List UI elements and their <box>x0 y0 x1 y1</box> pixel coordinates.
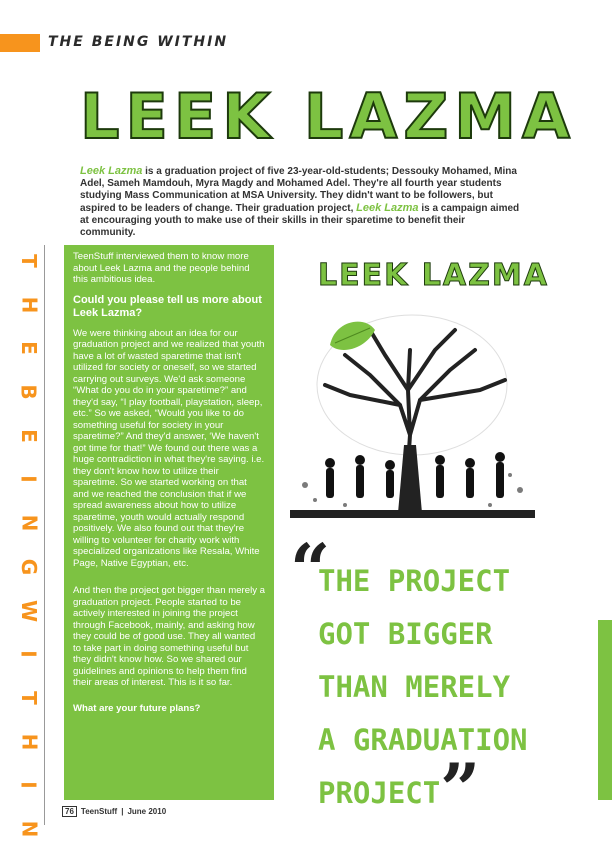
intro-text-1: is a graduation project of five 23-year-old-students; Dessouky Mohamed, Mina Adel, Sameh Mamdouh, Myra Magdy and Mohamed Adel. They're all fourth year students studying Mass Communication at MSA University. They didn't want to be followers, but aspired to be leaders of change. Their graduation project, <box>80 166 517 214</box>
side-letter: N <box>17 820 41 838</box>
side-divider-line <box>44 245 45 825</box>
pull-quote-line: PROJECT <box>318 776 441 810</box>
side-letter: E <box>16 428 41 443</box>
answer-2: And then the project got bigger than merely a graduation project. People started to be actively interested in joining the project through Facebook, mainly, and asking how they could be of good use. They all wanted to take part in doing something useful but they didn't know how. So we shared our guidelines and opinions to help them find their areas of interest. This is it so far. <box>73 585 265 688</box>
answer-1: We were thinking about an idea for our graduation project and we realized that youth have a lot of wasted sparetime that isn't utilized for society or oneself, so we started carrying out surveys. We'd ask someone “What do you do in your sparetime?” and they'd say, “I play football, playstation, sleep, etc.” So we asked, “Would you like to do something useful for society in your sparetime?” And they'd answer, ‘We haven't got time for that!” We found out there was a huge contradiction in what they're saying. i.e. they don't know how to utilize their sparetime. So we started working on that and we reached the conclusion that if we spread awareness about how to utilize sparetime, youth would actually respond positively. We also found out that they're willing to volunteer for charity work with specialized organizations like Resala, White Page, Native Egyptian, etc. <box>73 327 265 569</box>
side-letter: I <box>16 475 41 484</box>
leaf-green-icon <box>330 322 375 350</box>
side-letter: H <box>17 733 41 750</box>
article-lead: TeenStuff interviewed them to know more about Leek Lazma and the people behind this ambitious idea. <box>73 251 250 285</box>
pull-quote-line: THAN MERELY <box>318 670 511 704</box>
side-vertical-label <box>16 250 41 840</box>
section-title: THE BEING WITHIN <box>48 34 229 50</box>
page-edge-tab <box>598 620 612 800</box>
magazine-name: TeenStuff <box>80 807 118 816</box>
side-letter: T <box>17 691 41 705</box>
side-letter: G <box>16 558 41 576</box>
quote-open-mark: “ <box>290 528 331 611</box>
article-title: LEEK LAZMA <box>80 80 576 153</box>
footer-separator: | <box>121 807 124 816</box>
page-footer <box>62 806 166 817</box>
intro-text-2: is a campaign aimed at encouraging youth to make use of their skills in their sparetime to benefit their community. <box>80 203 520 238</box>
side-letter: I <box>16 650 41 658</box>
intro-highlight-1: Leek Lazma <box>80 165 143 177</box>
question-2: What are your future plans? <box>73 702 201 714</box>
intro-paragraph <box>80 165 520 239</box>
logo-title: LEEK LAZMA <box>318 258 549 293</box>
side-letter: W <box>17 599 41 622</box>
pull-quote-line: A GRADUATION <box>318 723 528 757</box>
ground-line <box>290 510 535 518</box>
side-letter: N <box>17 514 41 532</box>
question-1: Could you please tell us more about Leek Lazma? <box>73 293 262 319</box>
side-letter: E <box>16 341 41 356</box>
intro-highlight-2: Leek Lazma <box>356 202 419 214</box>
quote-close-mark: ” <box>440 748 481 831</box>
pull-quote <box>318 555 548 820</box>
side-letter: I <box>16 781 41 789</box>
pull-quote-line: GOT BIGGER <box>318 617 493 651</box>
side-letter: T <box>17 254 41 268</box>
issue-date: June 2010 <box>127 807 167 816</box>
tree-illustration <box>290 295 535 525</box>
article-body-column <box>64 245 274 800</box>
side-letter: B <box>17 384 41 400</box>
page-number: 76 <box>62 806 77 817</box>
side-letter: H <box>17 296 41 314</box>
pull-quote-line: THE PROJECT <box>318 564 511 598</box>
section-color-bar <box>0 34 40 52</box>
